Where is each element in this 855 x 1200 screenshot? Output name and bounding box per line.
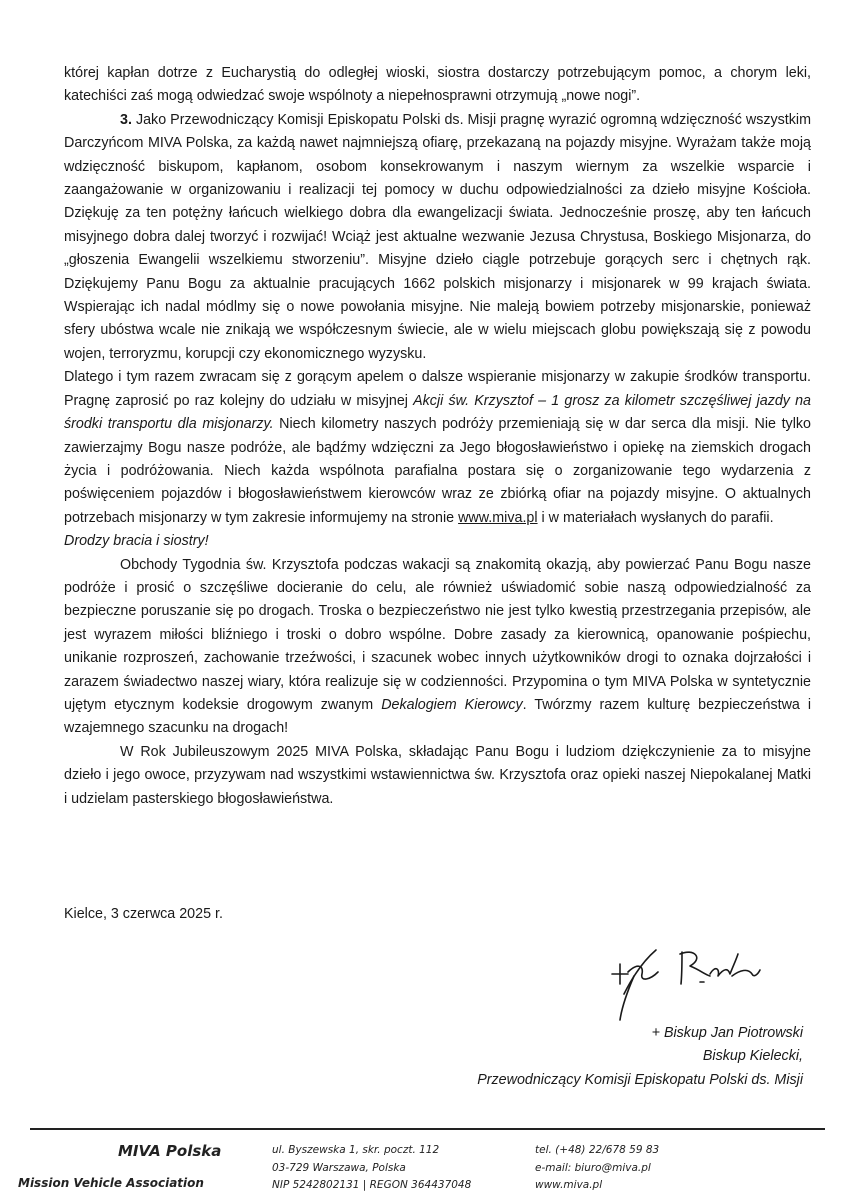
letterhead-footer [0, 1136, 855, 1200]
blessing-text: W Rok Jubileuszowym 2025 MIVA Polska, składając Panu Bogu i ludziom dziękczynienie za to misyjne dzieło i jego owoce, przyzywam nad wszystkimi wstawiennictwa św. Krzysztofa oraz opieki naszej Niepokalanej Matki i udzielam pasterskiego błogosławieństwa. [64, 743, 811, 807]
safety-text-b: . Twórzmy razem kulturę bezpieczeństwa i wzajemnego szacunku na drogach! [64, 696, 812, 737]
drivers-decalogue: Dekalogiem Kierowcy [381, 696, 523, 713]
paragraph-continuation-text: której kapłan dotrze z Eucharystią do odległej wioski, siostra dostarczy potrzebującym pomoc, a chorym leki, katechiści zaś mogą odwiedzać swoje wspólnoty a niepełnosprawni otrzymują „nowe nogi”. [64, 65, 811, 105]
paragraph-appeal [64, 366, 811, 530]
footer-org-name: MIVA Polska [118, 1142, 222, 1160]
paragraph-blessing [64, 741, 811, 811]
footer-registration-ids: NIP 5242802131 | REGON 364437048 [272, 1179, 472, 1191]
paragraph-continuation [64, 62, 811, 109]
signer-block [477, 1022, 803, 1092]
footer-contact [535, 1142, 659, 1195]
greeting: Drodzy bracia i siostry! [64, 533, 209, 550]
appeal-text-c: i w materiałach wysłanych do parafii. [537, 509, 774, 526]
action-name: Akcji św. Krzysztof – 1 grosz za kilometr szczęśliwej jazdy na środki transportu dla misjonarzy. [64, 392, 811, 433]
signer-name: + Biskup Jan Piotrowski [651, 1025, 803, 1041]
handwritten-signature [598, 934, 768, 1024]
miva-website-link[interactable]: www.miva.pl [458, 509, 538, 526]
footer-divider [30, 1128, 825, 1130]
footer-email[interactable]: e-mail: biuro@miva.pl [535, 1161, 651, 1174]
letter-body [64, 62, 811, 811]
appeal-text-b: Niech kilometry naszych podróży przemieniają się w dar serca dla misji. Nie tylko zawierzajmy Bogu nasze podróże, ale bądźmy wdzięczni za Jego błogosławieństwo i opiekę na ziemskich drogach życia i podróżowania. Niech każda wspólnota parafialna postara się o zorganizowanie tego wydarzenia z poświęceniem pojazdów i błogosławieństwem kierowców wraz ze zbiórką ofiar na pojazdy misyjne. O aktualnych potrzebach misjonarzy w tym zakresie informujemy na stronie [64, 416, 811, 526]
signer-title: Biskup Kielecki, [702, 1048, 803, 1065]
footer-address-city: 03-729 Warszawa, Polska [272, 1161, 406, 1174]
footer-website[interactable]: www.miva.pl [535, 1179, 603, 1191]
safety-text-a: Obchody Tygodnia św. Krzysztofa podczas wakacji są znakomitą okazją, aby powierzać Panu Bogu nasze podróże i prosić o szczęśliwe docieranie do celu, ale również uświadomić sobie naszą odpowiedzialność za bezpieczne poruszanie się po drogach. Troska o bezpieczeństwo nie jest tylko kwestią przestrzegania przepisów, ale jest wyrazem miłości bliźniego i troski o dobro wspólne. Dobre zasady za kierownicą, opanowanie pośpiechu, unikanie rozproszeń, zachowanie trzeźwości, i szacunek wobec innych użytkowników drogi to oznaka dojrzałości i zarazem świadectwo naszej wiary, która realizuje się w codzienności. Przypomina o tym MIVA Polska w syntetycznie ujętym etycznym kodeksie drogowym zwanym [64, 556, 811, 713]
paragraph-gratitude [64, 109, 811, 366]
paragraph-gratitude-text: Jako Przewodniczący Komisji Episkopatu Polski ds. Misji pragnę wyrazić ogromną wdzięczność wszystkim Darczyńcom MIVA Polska, za każdą nawet najmniejszą ofiarę, przekazaną na pojazdy misyjne. Wyrażam także moją wdzięczność biskupom, kapłanom, osobom konsekrowanym i naszym wiernym za wszelkie wsparcie i zaangażowanie w organizowaniu i realizacji tej pomocy w duchu odpowiedzialności za dzieło misyjne Kościoła. Dziękuję za ten potężny łańcuch wielkiego dobra dla ewangelizacji świata. Jednocześnie proszę, aby ten łańcuch misyjnego dobra dalej tworzyć i rozwijać! Wciąż jest aktualne wezwanie Jezusa Chrystusa, Boskiego Misjonarza, do „głoszenia Ewangelii wszelkiemu stworzeniu”. Misyjne dzieło ciągle potrzebuje gorących serc i chętnych rąk. Dziękujemy Panu Bogu za aktualnie pracujących 1662 polskich misjonarzy i misjonarek w 99 krajach świata. Wspierając ich nadal módlmy się o nowe powołania misyjne. Nie maleją bowiem potrzeby misjonarskie, ponieważ sfery ubóstwa wcale nie znikają we współczesnym świecie, ale w wielu miejscach globu powiększają się z powodu wojen, terroryzmu, korupcji czy ekonomicznego wyzysku. [64, 111, 811, 362]
appeal-text-a: Dlatego i tym razem zwracam się z gorącym apelem o dalsze wspieranie misjonarzy w zakupie środków transportu. Pragnę zaprosić po raz kolejny do udziału w misyjnej [64, 369, 811, 409]
signer-role: Przewodniczący Komisji Episkopatu Polski ds. Misji [477, 1071, 803, 1088]
paragraph-safety [64, 554, 811, 741]
footer-org-subtitle: Mission Vehicle Association [18, 1176, 204, 1190]
footer-address [272, 1142, 471, 1195]
paragraph-number: 3. [120, 111, 132, 128]
dateline: Kielce, 3 czerwca 2025 r. [64, 906, 223, 922]
footer-phone: tel. (+48) 22/678 59 83 [535, 1144, 660, 1156]
footer-address-street: ul. Byszewska 1, skr. poczt. 112 [272, 1144, 440, 1156]
